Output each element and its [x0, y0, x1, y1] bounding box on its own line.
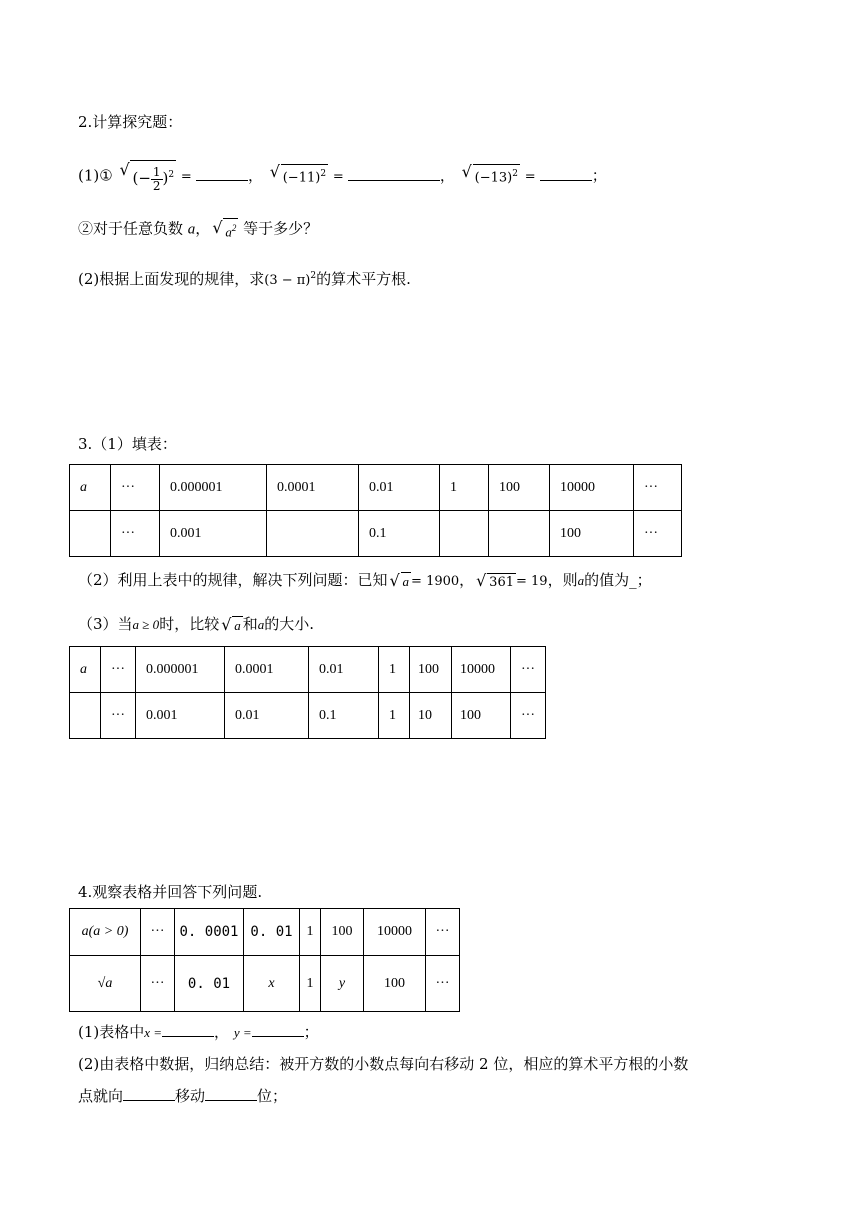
sqrt-361: √ 361: [476, 570, 514, 590]
table-cell-blank[interactable]: [267, 511, 359, 557]
table-cell: 1: [440, 465, 489, 511]
table-cell-blank[interactable]: [489, 511, 550, 557]
table-cell: 0.0001: [225, 647, 309, 693]
blank-y[interactable]: [252, 1022, 304, 1037]
table-cell: 0.001: [160, 511, 267, 557]
table-cell: ···: [634, 511, 682, 557]
table-cell: ···: [111, 465, 160, 511]
q4-table: [69, 908, 460, 1012]
table-cell: ···: [101, 693, 136, 739]
q2-part1-2: ②对于任意负数 a， √ $a^2$ 等于多少？: [78, 218, 319, 240]
table-cell: 10: [410, 693, 452, 739]
table-cell: 0.000001: [160, 465, 267, 511]
q4-part2-line1: (2)由表格中数据，归纳总结：被开方数的小数点每向右移动 2 位，相应的算术平方根的小数: [78, 1055, 689, 1073]
blank-direction[interactable]: [123, 1086, 175, 1101]
table-cell-blank[interactable]: [440, 511, 489, 557]
table-cell: 0.000001: [136, 647, 225, 693]
table-cell: ···: [141, 909, 175, 956]
table-row: [70, 465, 682, 511]
table-cell: 0.01: [225, 693, 309, 739]
table-cell: 0. 01: [244, 909, 300, 956]
table-cell: 100: [410, 647, 452, 693]
frac-num: 1: [152, 164, 161, 179]
table-cell: 10000: [452, 647, 511, 693]
table-cell: ···: [141, 956, 175, 1012]
sqrt-expression-b: √ $(-11)^2$: [269, 161, 327, 186]
table-cell: a(a > 0): [70, 909, 141, 956]
sqrt-expression-a: √ (− $\frac{1}{2}$ )$^2$: [119, 160, 175, 193]
table-row: [70, 693, 546, 739]
table-cell: 0.001: [136, 693, 225, 739]
table-cell: ···: [111, 511, 160, 557]
table-cell: ···: [634, 465, 682, 511]
q2-part1: (1)① √ (− $\frac{1}{2}$ )$^2$ = ， √ $(-11)^2$ = ， √ $(-13)^2$ = ；: [78, 160, 607, 193]
q4-part1: (1)表格中x = ， y = ；: [78, 1023, 319, 1041]
table-cell: ···: [101, 647, 136, 693]
sqrt-a: √ a: [221, 615, 241, 634]
table-cell: 100: [364, 956, 426, 1012]
sqrt-expression-c: √ $(-13)^2$: [461, 161, 518, 186]
table-cell: 100: [452, 693, 511, 739]
table-row: [70, 909, 460, 956]
q4-title: 4.观察表格并回答下列问题.: [78, 883, 263, 901]
table-cell: a: [70, 647, 101, 693]
frac-den: 2: [152, 178, 161, 193]
q3-part2: （2）利用上表中的规律，解决下列问题：已知 √ a = 1900， √ 361 = 19，则a的值为_；: [78, 570, 652, 590]
q2-title: 2.计算探究题：: [78, 113, 183, 131]
q3-table-2: [69, 646, 546, 739]
table-cell: 0.01: [359, 465, 440, 511]
table-cell: 100: [321, 909, 364, 956]
table-cell: 0.1: [309, 693, 379, 739]
blank-x[interactable]: [162, 1022, 214, 1037]
table-cell: ···: [426, 956, 460, 1012]
blank-3[interactable]: [540, 166, 592, 181]
table-cell: 1: [379, 693, 410, 739]
q4-part2-line2: 点就向 移动 位；: [78, 1087, 288, 1105]
q3-part3: （3）当a ≥ 0时，比较 √ a 和a的大小.: [78, 615, 314, 634]
q3-title: 3.（1）填表：: [78, 435, 177, 453]
blank-places[interactable]: [205, 1086, 257, 1101]
table-cell: 1: [300, 909, 321, 956]
table-cell: y: [321, 956, 364, 1012]
table-row: [70, 511, 682, 557]
q3-table-1: [69, 464, 682, 557]
table-cell: 1: [300, 956, 321, 1012]
table-cell: ···: [511, 647, 546, 693]
table-cell: 1: [379, 647, 410, 693]
table-cell: 10000: [364, 909, 426, 956]
table-cell: a: [70, 465, 111, 511]
table-cell: 0.1: [359, 511, 440, 557]
sqrt-a-squared: √ $a^2$: [212, 218, 237, 240]
table-cell: ···: [426, 909, 460, 956]
table-row: [70, 647, 546, 693]
table-cell: ···: [511, 693, 546, 739]
table-cell[interactable]: [70, 511, 111, 557]
table-cell: 0.01: [309, 647, 379, 693]
table-cell: 0. 01: [175, 956, 244, 1012]
table-cell: 0. 0001: [175, 909, 244, 956]
table-cell: x: [244, 956, 300, 1012]
table-cell: 100: [550, 511, 634, 557]
blank-1[interactable]: [196, 166, 248, 181]
blank-2[interactable]: [348, 166, 440, 181]
q2-p1-label: (1)①: [78, 166, 113, 185]
table-cell: 10000: [550, 465, 634, 511]
table-row: [70, 956, 460, 1012]
table-cell: [70, 693, 101, 739]
sqrt-a: √ a: [389, 571, 410, 590]
q2-part2: (2)根据上面发现的规律，求$(3 - \pi)^2$的算术平方根.: [78, 270, 411, 288]
table-cell: 100: [489, 465, 550, 511]
table-cell: 0.0001: [267, 465, 359, 511]
table-cell: √a: [70, 956, 141, 1012]
